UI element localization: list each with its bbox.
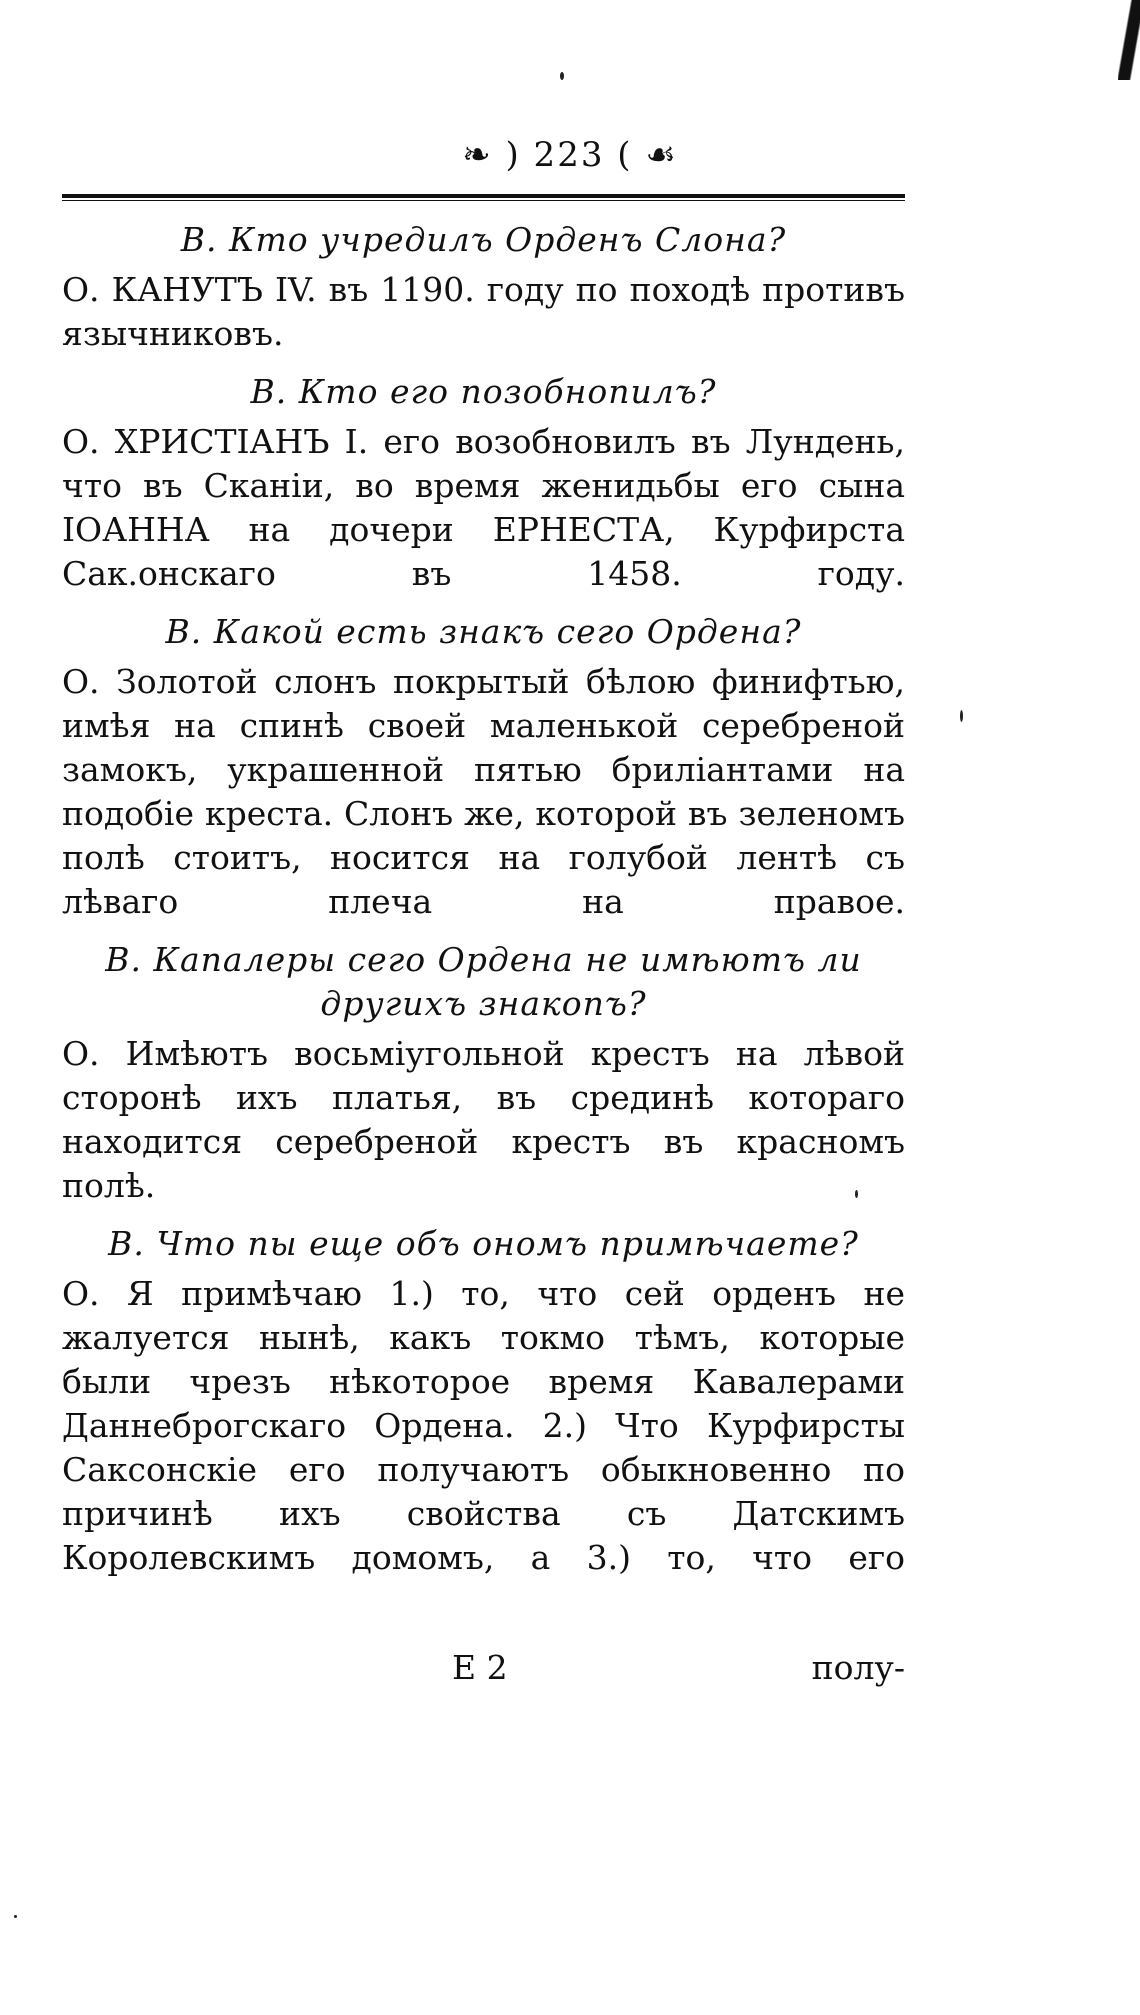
question: В. Какой есть знакъ сего Ордена?: [165, 612, 802, 651]
answer: О. Я примѣчаю 1.) то, что сей орденъ не жалуется нынѣ, какъ токмо тѣмъ, которые были чрезъ нѣкоторое время Кавалерами Даннеброгскаго Ордена. 2.) Что Курфирсты Саксонскіе его получаютъ обыкновенно по причинѣ ихъ свойства съ Датскимъ Королевскимъ домомъ, а 3.) то, что его: [62, 1274, 905, 1577]
answer: О. КАНУТЪ IV. въ 1190. году по походѣ противъ язычниковъ.: [62, 270, 905, 353]
ink-speck: [560, 72, 564, 80]
header-rule: [62, 194, 905, 201]
page-footer: [62, 1648, 905, 1692]
ink-speck: [960, 710, 963, 722]
signature-mark: Е 2: [452, 1648, 508, 1687]
question: В. Кто его позобнопилъ?: [250, 372, 717, 411]
catchword: полу-: [811, 1648, 905, 1687]
question: В. Что пы еще объ ономъ примѣчаете?: [108, 1224, 859, 1263]
question: В. Кто учредилъ Орденъ Слона?: [180, 220, 787, 259]
ink-speck: [14, 1915, 17, 1918]
answer: О. Имѣютъ восьміугольной крестъ на лѣвой сторонѣ ихъ платья, въ срединѣ котораго находится серебреной крестъ въ красномъ полѣ.: [62, 1034, 905, 1205]
page-edge-shadow: [1118, 0, 1140, 80]
running-head: ❧ ) 223 ( ☙: [462, 135, 678, 175]
answer: О. ХРИСТІАНЪ I. его возобновилъ въ Лундень, что въ Сканіи, во время женидьбы его сына ІОАННА на дочери ЕРНЕСТА, Курфирста Сак.онскаго въ 1458. году.: [62, 422, 905, 593]
question: В. Капалеры сего Ордена не имѣютъ ли другихъ знакопъ?: [105, 940, 862, 1023]
page-body: [62, 218, 905, 1594]
answer: О. Золотой слонъ покрытый бѣлою финифтью, имѣя на спинѣ своей маленькой серебреной замокъ, украшенной пятью бриліантами на подобіе креста. Слонъ же, которой въ зеленомъ полѣ стоитъ, носится на голубой лентѣ съ лѣваго плеча на правое.: [62, 662, 905, 921]
